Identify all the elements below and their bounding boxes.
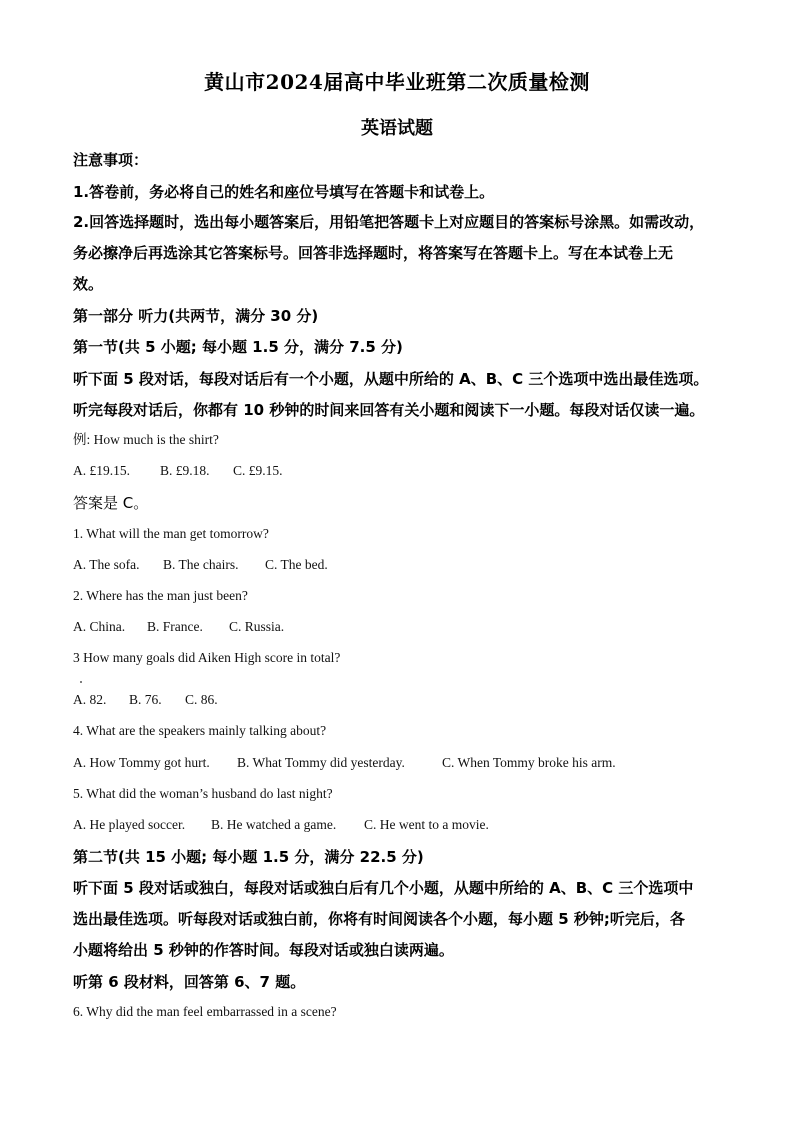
question-3-option-b: B. 76. <box>129 692 162 707</box>
question-4: 4. What are the speakers mainly talking about? <box>73 723 327 738</box>
section2-instruction-line-1: 听下面 5 段对话或独白，每段对话或独白后有几个小题，从题中所给的 A、B、C 三个选项中 <box>73 879 694 897</box>
example-option-a: A. £19.15. <box>73 463 130 478</box>
note-item-2-line-2: 务必擦净后再选涂其它答案标号。回答非选择题时，将答案写在答题卡上。写在本试卷上无 <box>73 244 674 262</box>
question-1-option-b: B. The chairs. <box>163 557 239 572</box>
question-5-option-c: C. He went to a movie. <box>364 817 489 832</box>
stray-dot <box>80 681 82 683</box>
question-3-option-c: C. 86. <box>185 692 218 707</box>
subject-title: 英语试题 <box>361 118 433 139</box>
question-1-option-a: A. The sofa. <box>73 557 140 572</box>
notes-heading: 注意事项： <box>73 151 149 169</box>
question-5-option-b: B. He watched a game. <box>211 817 337 832</box>
example-question: 例: How much is the shirt? <box>73 432 219 447</box>
question-4-option-b: B. What Tommy did yesterday. <box>237 755 405 770</box>
question-2-option-c: C. Russia. <box>229 619 285 634</box>
question-2: 2. Where has the man just been? <box>73 588 248 603</box>
question-4-option-a: A. How Tommy got hurt. <box>73 755 210 770</box>
question-6: 6. Why did the man feel embarrassed in a scene? <box>73 1004 337 1019</box>
note-item-1: 1.答卷前，务必将自己的姓名和座位号填写在答题卡和试卷上。 <box>73 183 495 201</box>
question-5: 5. What did the woman’s husband do last night? <box>73 786 333 801</box>
question-3-option-a: A. 82. <box>73 692 107 707</box>
section1-instruction-line-1: 听下面 5 段对话，每段对话后有一个小题，从题中所给的 A、B、C 三个选项中选出最佳选项。 <box>73 370 709 388</box>
note-item-2-line-1: 2.回答选择题时，选出每小题答案后，用铅笔把答题卡上对应题目的答案标号涂黑。如需改动， <box>73 213 705 231</box>
material-6-heading: 听第 6 段材料，回答第 6、7 题。 <box>73 973 306 991</box>
exam-title: 黄山市2024届高中毕业班第二次质量检测 <box>204 70 590 94</box>
section2-heading: 第二节(共 15 小题; 每小题 1.5 分，满分 22.5 分) <box>73 848 424 866</box>
note-item-2-line-3: 效。 <box>73 275 104 293</box>
section1-instruction-line-2: 听完每段对话后，你都有 10 秒钟的时间来回答有关小题和阅读下一小题。每段对话仅读一遍。 <box>73 401 705 419</box>
section2-instruction-line-2: 选出最佳选项。听每段对话或独白前，你将有时间阅读各个小题，每小题 5 秒钟;听完后，各 <box>73 910 685 928</box>
example-answer: 答案是 C。 <box>73 494 149 512</box>
question-4-option-c: C. When Tommy broke his arm. <box>442 755 616 770</box>
question-2-option-a: A. China. <box>73 619 126 634</box>
section2-instruction-line-3: 小题将给出 5 秒钟的作答时间。每段对话或独白读两遍。 <box>73 941 454 959</box>
section1-heading: 第一节(共 5 小题; 每小题 1.5 分，满分 7.5 分) <box>73 338 403 356</box>
question-3: 3 How many goals did Aiken High score in total? <box>73 650 341 665</box>
question-1: 1. What will the man get tomorrow? <box>73 526 269 541</box>
question-1-option-c: C. The bed. <box>265 557 328 572</box>
question-2-option-b: B. France. <box>147 619 203 634</box>
question-5-option-a: A. He played soccer. <box>73 817 186 832</box>
part1-heading: 第一部分 听力(共两节，满分 30 分) <box>73 307 319 325</box>
example-option-b: B. £9.18. <box>160 463 210 478</box>
example-option-c: C. £9.15. <box>233 463 283 478</box>
